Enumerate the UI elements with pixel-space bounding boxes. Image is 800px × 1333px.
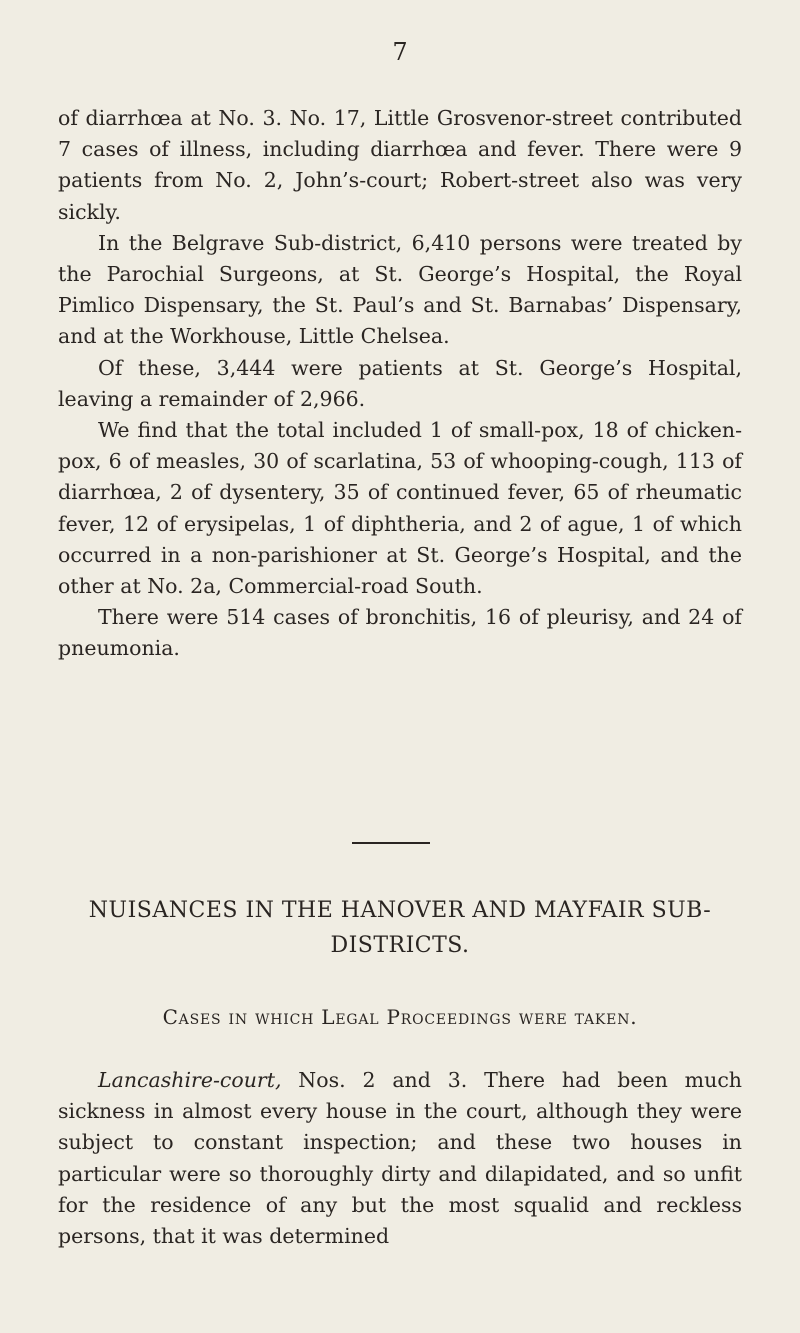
paragraph-belgrave-subdistrict: In the Belgrave Sub-district, 6,410 persons were treated by the Parochial Surgeons, at St. George’s Hospital, the Royal Pimlico Dispensary, the St. Paul’s and St. Barnabas’ Dispensary, and at the Workhouse, Little Chelsea. xyxy=(58,230,742,349)
report-body xyxy=(58,103,742,665)
document-page xyxy=(58,0,742,1333)
page-number: 7 xyxy=(392,38,408,66)
place-name: Lancashire-court, xyxy=(98,1068,282,1092)
lancashire-court-text: Nos. 2 and 3. There had been much sickness in almost every house in the court, although they were subject to constant inspection; and these two houses in particular were so thoroughly dirty and dilapidated, and so unfit for the residence of any but the most squalid and reckless persons, that it was determined xyxy=(58,1068,742,1249)
section-title: NUISANCES IN THE HANOVER AND MAYFAIR SUB-DISTRICTS. xyxy=(88,898,712,958)
paragraph-respiratory-cases: There were 514 cases of bronchitis, 16 of pleurisy, and 24 of pneumonia. xyxy=(58,605,742,661)
paragraph-diarrhoea-continued: of diarrhœa at No. 3. No. 17, Little Grosvenor-street contributed 7 cases of illness, including diarrhœa and fever. There were 9 patients from No. 2, John’s-court; Robert-street also was very sickly. xyxy=(58,106,742,224)
nuisance-body xyxy=(58,1065,742,1252)
paragraph-st-georges-patients: Of these, 3,444 were patients at St. George’s Hospital, leaving a remainder of 2,966. xyxy=(58,355,742,411)
paragraph-disease-totals: We find that the total included 1 of small-pox, 18 of chicken-pox, 6 of measles, 30 of scarlatina, 53 of whooping-cough, 113 of diarrhœa, 2 of dysentery, 35 of continued fever, 65 of rheumatic fever, 12 of erysipelas, 1 of diphtheria, and 2 of ague, 1 of which occurred in a non-parishioner at St. George’s Hospital, and the other at No. 2a, Commercial-road South. xyxy=(58,418,742,599)
paragraph-lancashire-court xyxy=(58,1065,742,1252)
section-divider xyxy=(352,842,430,844)
section-subtitle: Cases in which Legal Proceedings were taken. xyxy=(162,1005,638,1029)
